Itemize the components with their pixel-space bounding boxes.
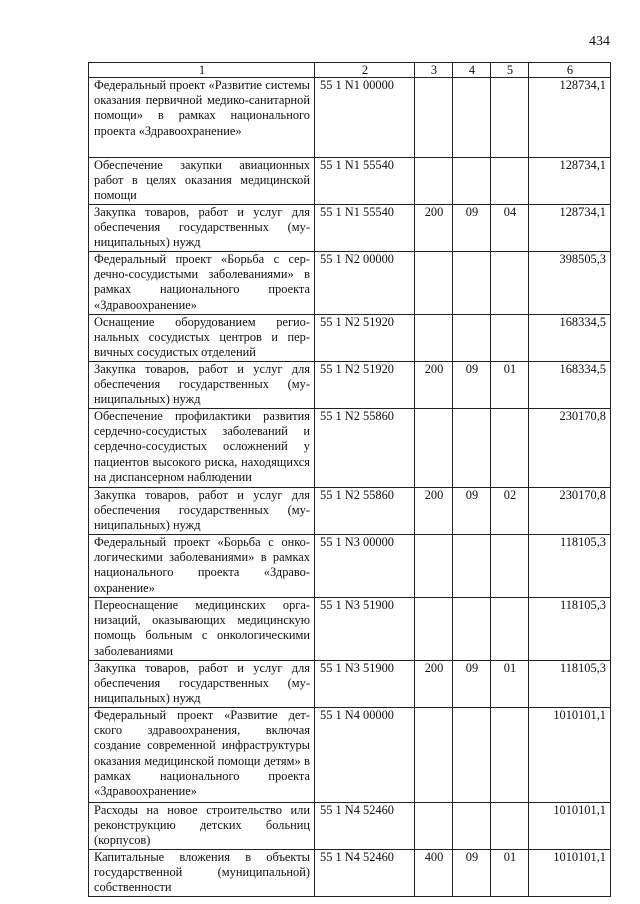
item-name: Обеспечение закупки авиационных работ в целях оказания медицинской помощи — [89, 158, 315, 205]
amount-value: 230170,8 — [529, 409, 611, 488]
column-header-subsection: 5 — [491, 63, 529, 78]
item-name: Федеральный проект «Борьба с сердечно-сосудистыми заболеваниями» в рамках национального проекта «Здравоохранение» — [89, 252, 315, 315]
target-article-code: 55 1 N1 55540 — [315, 158, 415, 205]
section-code — [453, 803, 491, 850]
target-article-code: 55 1 N1 00000 — [315, 78, 415, 158]
target-article-code: 55 1 N2 55860 — [315, 488, 415, 535]
subsection-code — [491, 78, 529, 158]
item-name: Закупка товаров, работ и услуг для обеспечения государственных (муниципальных) нужд — [89, 362, 315, 409]
section-code — [453, 409, 491, 488]
amount-value: 118105,3 — [529, 661, 611, 708]
item-name: Капитальные вложения в объекты государственной (муниципальной) собственности — [89, 850, 315, 897]
column-header-name: 1 — [89, 63, 315, 78]
section-code — [453, 158, 491, 205]
table-row — [89, 708, 611, 803]
section-code — [453, 535, 491, 598]
section-code: 09 — [453, 661, 491, 708]
expense-type-code — [415, 158, 453, 205]
subsection-code — [491, 315, 529, 362]
item-name: Закупка товаров, работ и услуг для обеспечения государственных (муниципальных) нужд — [89, 661, 315, 708]
expense-type-code — [415, 252, 453, 315]
page-number: 434 — [589, 34, 610, 49]
subsection-code — [491, 252, 529, 315]
subsection-code — [491, 158, 529, 205]
target-article-code: 55 1 N4 00000 — [315, 708, 415, 803]
subsection-code — [491, 535, 529, 598]
expense-type-code — [415, 708, 453, 803]
expense-type-code: 200 — [415, 488, 453, 535]
amount-value: 1010101,1 — [529, 708, 611, 803]
subsection-code: 02 — [491, 488, 529, 535]
subsection-code — [491, 598, 529, 661]
table-row — [89, 409, 611, 488]
section-code: 09 — [453, 488, 491, 535]
section-code — [453, 78, 491, 158]
section-code: 09 — [453, 362, 491, 409]
table-row — [89, 850, 611, 897]
target-article-code: 55 1 N2 51920 — [315, 315, 415, 362]
section-code — [453, 252, 491, 315]
expense-type-code — [415, 409, 453, 488]
amount-value: 168334,5 — [529, 362, 611, 409]
section-code: 09 — [453, 850, 491, 897]
table-row — [89, 661, 611, 708]
item-name: Переоснащение медицинских организаций, оказывающих медицинскую помощь больным с онкологическими заболеваниями — [89, 598, 315, 661]
table-row — [89, 252, 611, 315]
amount-value: 1010101,1 — [529, 850, 611, 897]
column-header-expense-type: 3 — [415, 63, 453, 78]
column-header-amount: 6 — [529, 63, 611, 78]
item-name: Федеральный проект «Развитие детского здравоохранения, включая создание современной инфраструктуры оказания медицинской помощи детям» в рамках национального проекта «Здравоохранение» — [89, 708, 315, 803]
amount-value: 118105,3 — [529, 598, 611, 661]
column-header-section: 4 — [453, 63, 491, 78]
expense-type-code: 200 — [415, 362, 453, 409]
item-name: Расходы на новое строительство или реконструкцию детских больниц (корпусов) — [89, 803, 315, 850]
section-code — [453, 315, 491, 362]
amount-value: 398505,3 — [529, 252, 611, 315]
section-code — [453, 708, 491, 803]
target-article-code: 55 1 N1 55540 — [315, 205, 415, 252]
amount-value: 1010101,1 — [529, 803, 611, 850]
item-name: Оснащение оборудованием региональных сосудистых центров и первичных сосудистых отделений — [89, 315, 315, 362]
expense-type-code — [415, 78, 453, 158]
subsection-code: 01 — [491, 850, 529, 897]
table-header-row — [89, 63, 611, 78]
target-article-code: 55 1 N2 51920 — [315, 362, 415, 409]
table-row — [89, 598, 611, 661]
amount-value: 168334,5 — [529, 315, 611, 362]
item-name: Обеспечение профилактики развития сердечно-сосудистых заболеваний и сердечно-сосудистых осложнений у пациентов высокого риска, находящихся на диспансерном наблюдении — [89, 409, 315, 488]
subsection-code: 01 — [491, 362, 529, 409]
item-name: Закупка товаров, работ и услуг для обеспечения государственных (муниципальных) нужд — [89, 488, 315, 535]
target-article-code: 55 1 N4 52460 — [315, 850, 415, 897]
expense-type-code: 400 — [415, 850, 453, 897]
amount-value: 128734,1 — [529, 78, 611, 158]
expense-type-code: 200 — [415, 205, 453, 252]
amount-value: 128734,1 — [529, 158, 611, 205]
expense-type-code — [415, 535, 453, 598]
table-row — [89, 535, 611, 598]
expense-type-code — [415, 315, 453, 362]
amount-value: 128734,1 — [529, 205, 611, 252]
subsection-code — [491, 708, 529, 803]
item-name: Федеральный проект «Борьба с онкологическими заболеваниями» в рамках национального проекта «Здравоохранение» — [89, 535, 315, 598]
item-name: Федеральный проект «Развитие системы оказания первичной медико-санитарной помощи» в рамках национального проекта «Здравоохранение» — [89, 78, 315, 158]
expense-type-code — [415, 598, 453, 661]
column-header-code: 2 — [315, 63, 415, 78]
section-code: 09 — [453, 205, 491, 252]
table-row — [89, 803, 611, 850]
table-body — [89, 78, 611, 897]
target-article-code: 55 1 N3 51900 — [315, 661, 415, 708]
target-article-code: 55 1 N3 00000 — [315, 535, 415, 598]
table-row — [89, 205, 611, 252]
table-row — [89, 158, 611, 205]
subsection-code — [491, 803, 529, 850]
table-row — [89, 315, 611, 362]
expense-type-code: 200 — [415, 661, 453, 708]
section-code — [453, 598, 491, 661]
subsection-code — [491, 409, 529, 488]
target-article-code: 55 1 N4 52460 — [315, 803, 415, 850]
target-article-code: 55 1 N2 55860 — [315, 409, 415, 488]
amount-value: 230170,8 — [529, 488, 611, 535]
budget-table — [88, 62, 611, 897]
table-row — [89, 488, 611, 535]
expense-type-code — [415, 803, 453, 850]
target-article-code: 55 1 N3 51900 — [315, 598, 415, 661]
amount-value: 118105,3 — [529, 535, 611, 598]
subsection-code: 01 — [491, 661, 529, 708]
subsection-code: 04 — [491, 205, 529, 252]
table-row — [89, 362, 611, 409]
target-article-code: 55 1 N2 00000 — [315, 252, 415, 315]
table-row — [89, 78, 611, 158]
item-name: Закупка товаров, работ и услуг для обеспечения государственных (муниципальных) нужд — [89, 205, 315, 252]
